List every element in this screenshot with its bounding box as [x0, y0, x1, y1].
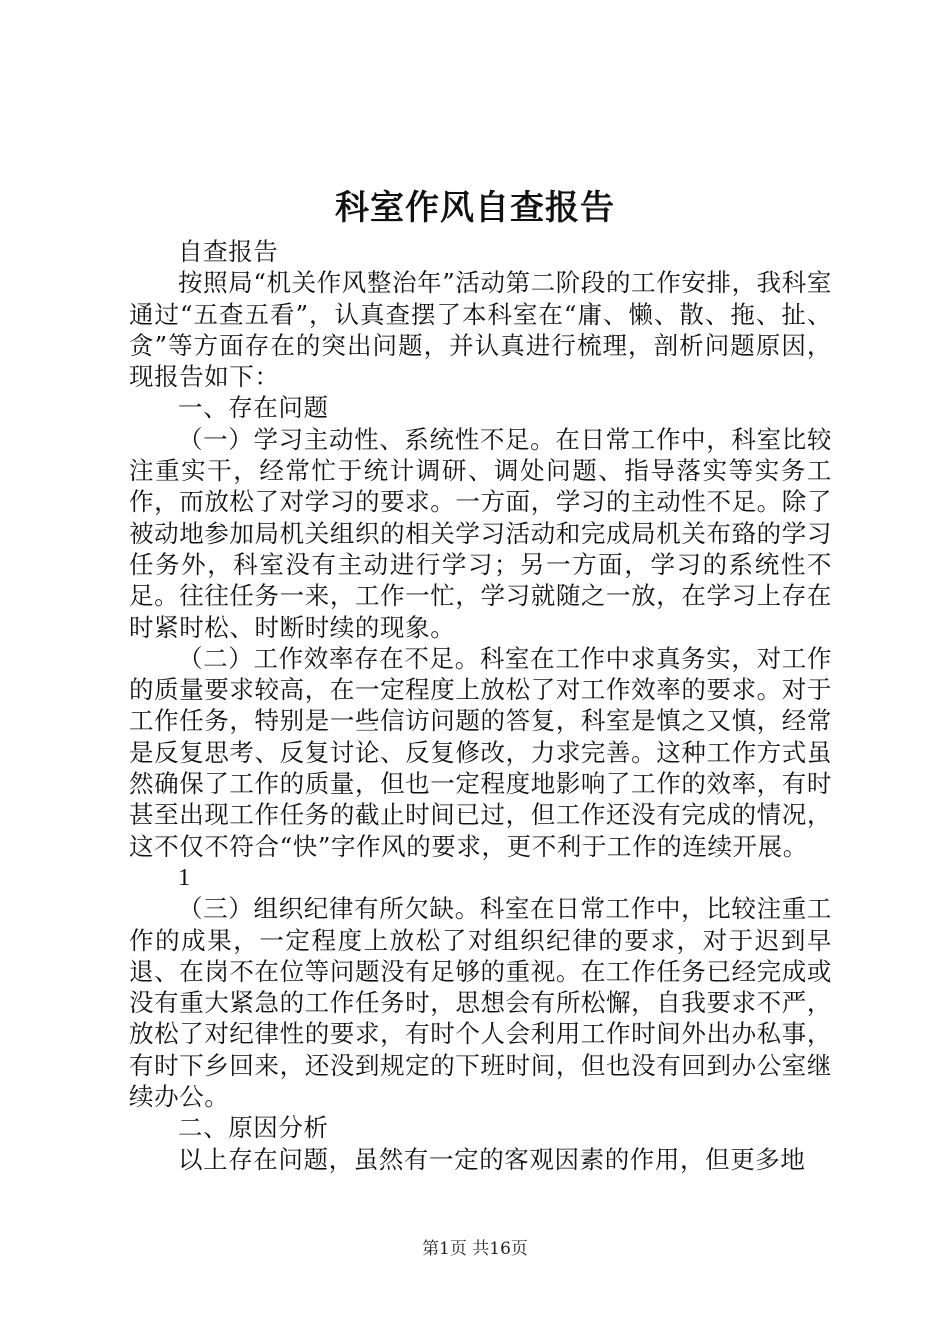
paragraph-causes-intro: 以上存在问题，虽然有一定的客观因素的作用，但更多地 — [178, 1144, 806, 1174]
document-title: 科室作风自查报告 — [335, 188, 615, 228]
paragraph-problem-3: （三）组织纪律有所欠缺。科室在日常工作中，比较注重工作的成果，一定程度上放松了对组织纪律的要求，对于迟到早退、在岗不在位等问题没有足够的重视。在工作任务已经完成或没有重大紧急的工作任务时，思想会有所松懈，自我要求不严，放松了对纪律性的要求，有时个人会利用工作时间外出办私事，有时下乡回来，还没到规定的下班时间，但也没有回到办公室继续办公。 — [129, 894, 832, 1112]
paragraph-problem-2: （二）工作效率存在不足。科室在工作中求真务实，对工作的质量要求较高，在一定程度上放松了对工作效率的要求。对于工作任务，特别是一些信访问题的答复，科室是慎之又慎，经常是反复思考、反复讨论、反复修改，力求完善。这种工作方式虽然确保了工作的质量，但也一定程度地影响了工作的效率，有时甚至出现工作任务的截止时间已过，但工作还没有完成的情况，这不仅不符合“快”字作风的要求，更不利于工作的连续开展。 — [129, 643, 832, 861]
stray-page-number: 1 — [178, 863, 191, 891]
paragraph-intro: 按照局“机关作风整治年”活动第二阶段的工作安排，我科室通过“五查五看”，认真查摆了本科室在“庸、懒、散、拖、扯、贪”等方面存在的突出问题，并认真进行梳理，剖析问题原因，现报告如下： — [129, 268, 832, 392]
paragraph-heading-self-check: 自查报告 — [178, 237, 279, 266]
section-heading-causes: 二、原因分析 — [178, 1113, 329, 1143]
page-footer: 第1页 共16页 — [422, 1239, 528, 1259]
paragraph-problem-1: （一）学习主动性、系统性不足。在日常工作中，科室比较注重实干，经常忙于统计调研、调处问题、指导落实等实务工作，而放松了对学习的要求。一方面，学习的主动性不足。除了被动地参加局机关组织的相关学习活动和完成局机关布臵的学习任务外，科室没有主动进行学习；另一方面，学习的系统性不足。往往任务一来，工作一忙，学习就随之一放，在学习上存在时紧时松、时断时续的现象。 — [129, 424, 832, 642]
section-heading-problems: 一、存在问题 — [178, 393, 329, 423]
document-body — [129, 236, 832, 1175]
